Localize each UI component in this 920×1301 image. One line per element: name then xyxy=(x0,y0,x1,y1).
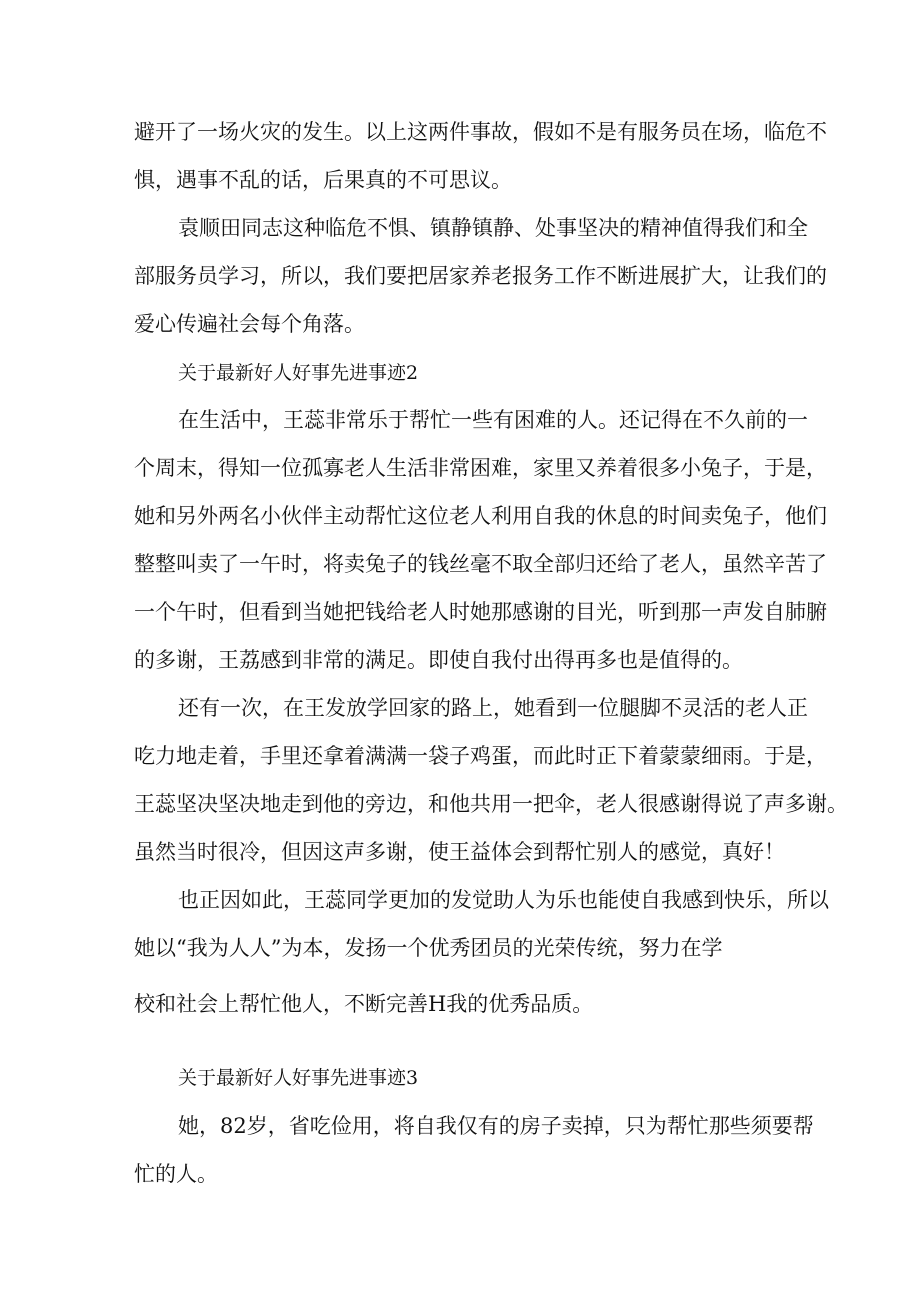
paragraph-3-line-1: 在生活中，王蕊非常乐于帮忙一些有困难的人。还记得在不久前的一 xyxy=(178,408,808,432)
paragraph-4-line-4: 虽然当时很冷，但因这声多谢，使王益体会到帮忙别人的感觉，真好！ xyxy=(134,840,785,864)
paragraph-5-line-3: 校和社会上帮忙他人，不断完善H我的优秀品质。 xyxy=(134,992,594,1016)
paragraph-5-line-2: 她以“我为人人”为本，发扬一个优秀团员的光荣传统，努力在学 xyxy=(134,936,723,960)
section-heading-3: 关于最新好人好事先进事迹3 xyxy=(178,1067,419,1089)
paragraph-6-line-2: 忙的人。 xyxy=(134,1162,218,1186)
paragraph-3-line-3: 她和另外两名小伙伴主动帮忙这位老人利用自我的休息的时间卖兔子，他们 xyxy=(134,504,827,528)
paragraph-2-line-3: 爱心传遍社会每个角落。 xyxy=(134,312,365,336)
paragraph-5-line-1: 也正因如此，王蕊同学更加的发觉助人为乐也能使自我感到快乐，所以 xyxy=(178,888,829,912)
paragraph-4-line-1: 还有一次，在王发放学回家的路上，她看到一位腿脚不灵活的老人正 xyxy=(178,696,808,720)
paragraph-3-line-4: 整整叫卖了一午时，将卖兔子的钱丝毫不取全部归还给了老人，虽然辛苦了 xyxy=(134,552,827,576)
paragraph-4-line-3: 王蕊坚决坚决地走到他的旁边，和他共用一把伞，老人很感谢得说了声多谢。 xyxy=(134,792,848,816)
paragraph-3-line-2: 个周末，得知一位孤寡老人生活非常困难，家里又养着很多小兔子，于是， xyxy=(134,456,827,480)
paragraph-2-line-1: 袁顺田同志这种临危不惧、镇静镇静、处事坚决的精神值得我们和全 xyxy=(178,216,808,240)
paragraph-1-line-1: 避开了一场火灾的发生。以上这两件事故，假如不是有服务员在场，临危不 xyxy=(134,120,827,144)
paragraph-4-line-2: 吃力地走着，手里还拿着满满一袋子鸡蛋，而此时正下着蒙蒙细雨。于是， xyxy=(134,744,827,768)
paragraph-1-line-2: 惧，遇事不乱的话，后果真的不可思议。 xyxy=(134,168,512,192)
section-heading-2: 关于最新好人好事先进事迹2 xyxy=(178,362,419,384)
paragraph-3-line-6: 的多谢，王荔感到非常的满足。即使自我付出得再多也是值得的。 xyxy=(134,648,743,672)
paragraph-3-line-5: 一个午时，但看到当她把钱给老人时她那感谢的目光，听到那一声发自肺腑 xyxy=(134,600,827,624)
paragraph-6-line-1: 她，82岁，省吃俭用，将自我仅有的房子卖掉，只为帮忙那些须要帮 xyxy=(178,1114,814,1138)
paragraph-2-line-2: 部服务员学习，所以，我们要把居家养老报务工作不断进展扩大，让我们的 xyxy=(134,264,827,288)
